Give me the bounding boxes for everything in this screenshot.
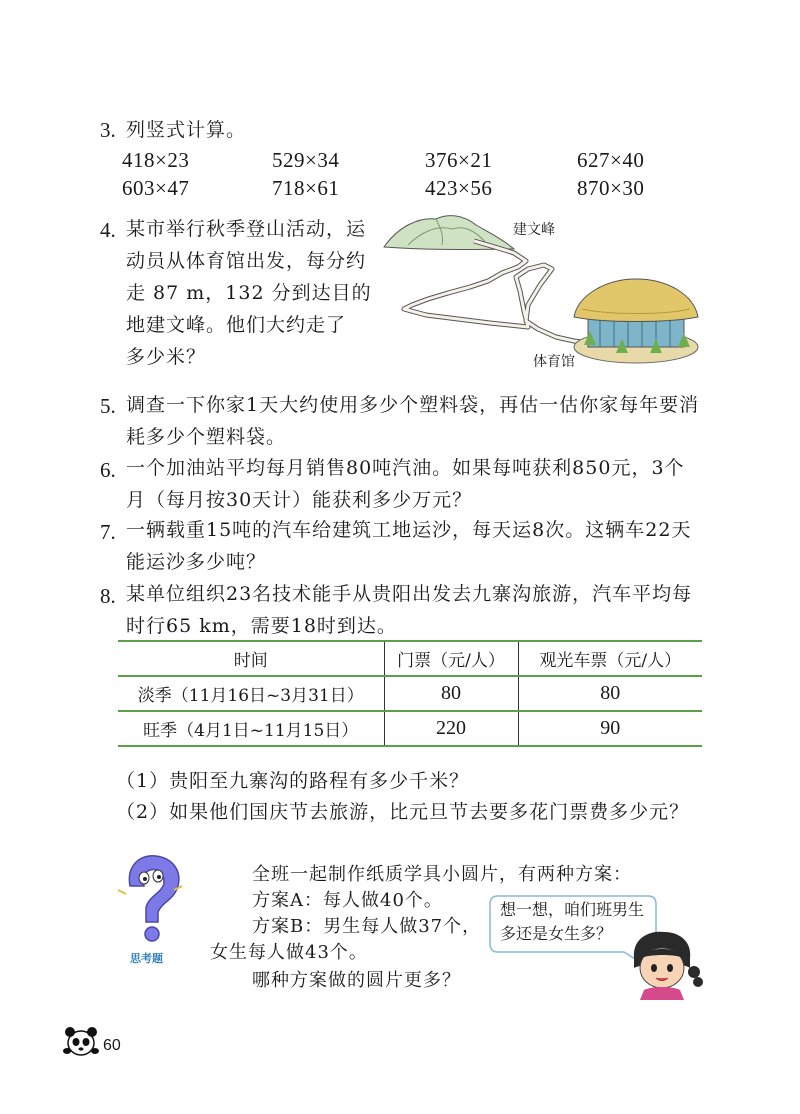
q4-line: 地建文峰。他们大约走了: [126, 314, 347, 336]
think-line: 女生每人做43个。: [210, 942, 368, 963]
q4-line: 走 87 m，132 分到达目的: [126, 282, 372, 304]
page-number: 60: [103, 1037, 121, 1054]
peak-label: 建文峰: [513, 222, 555, 238]
think-line: 方案B：男生每人做37个，: [252, 916, 482, 937]
q7-text: [126, 514, 691, 578]
q3-calc: 418×23: [122, 148, 190, 172]
q5-line: 调查一下你家1天大约使用多少个塑料袋，再估一估你家每年要消: [126, 394, 700, 416]
q3-calc: 376×21: [425, 148, 493, 172]
q3-calc: 870×30: [577, 176, 645, 200]
q6-number: 6.: [100, 458, 116, 482]
q4-text: [126, 213, 372, 373]
q6-text: [126, 452, 685, 516]
ticket-price-table: [118, 640, 702, 747]
q5-text: [126, 389, 699, 453]
stadium-label: 体育馆: [533, 354, 575, 370]
q7-line: 能运沙多少吨？: [126, 551, 267, 573]
q3-calc: 718×61: [272, 176, 340, 200]
table-header-cell: 观光车票（元/人）: [518, 641, 702, 676]
q3-calc: 423×56: [425, 176, 493, 200]
table-row: [118, 711, 702, 746]
q8-subquestion-1: （1）贵阳至九寨沟的路程有多少千米？: [116, 770, 470, 792]
q4-line: 多少米？: [126, 346, 207, 368]
table-cell: 80: [518, 676, 702, 711]
q3-calc: 529×34: [272, 148, 340, 172]
q6-line: 月（每月按30天计）能获利多少万元？: [126, 489, 473, 511]
q4-line: 动员从体育馆出发，每分约: [126, 250, 367, 272]
q8-line: 时行65 km，需要18时到达。: [126, 615, 397, 637]
table-cell: 80: [384, 676, 518, 711]
think-line: 方案A：每人做40个。: [252, 890, 443, 911]
q8-number: 8.: [100, 584, 116, 608]
q5-line: 耗多少个塑料袋。: [126, 426, 287, 448]
panda-icon: [62, 1024, 100, 1058]
q4-line: 某市举行秋季登山活动，运: [126, 218, 367, 240]
table-cell: 220: [384, 711, 518, 746]
table-header-cell: 门票（元/人）: [384, 641, 518, 676]
think-badge: 思考题: [130, 952, 163, 965]
q8-subquestion-2: （2）如果他们国庆节去旅游，比元旦节去要多花门票费多少元？: [116, 801, 690, 823]
table-cell: 90: [518, 711, 702, 746]
q3-calc: 603×47: [122, 176, 190, 200]
q6-line: 一个加油站平均每月销售80吨汽油。如果每吨获利850元，3个: [126, 457, 685, 479]
question-mark-mascot-icon: [112, 850, 192, 950]
q3-number: 3.: [100, 118, 116, 142]
q8-line: 某单位组织23名技术能手从贵阳出发去九寨沟旅游，汽车平均每: [126, 583, 693, 605]
table-header-row: [118, 641, 702, 676]
table-cell: 旺季（4月1日~11月15日）: [118, 711, 384, 746]
table-cell: 淡季（11月16日~3月31日）: [118, 676, 384, 711]
think-line: 全班一起制作纸质学具小圆片，有两种方案：: [252, 864, 632, 885]
q5-number: 5.: [100, 394, 116, 418]
q3-title: 列竖式计算。: [126, 119, 247, 141]
q7-line: 一辆载重15吨的汽车给建筑工地运沙，每天运8次。这辆车22天: [126, 519, 692, 541]
bubble-line: 想一想，咱们班男生: [500, 900, 645, 919]
q3-calc: 627×40: [577, 148, 645, 172]
q7-number: 7.: [100, 520, 116, 544]
think-line: 哪种方案做的圆片更多？: [252, 970, 461, 991]
q4-number: 4.: [100, 218, 116, 242]
table-header-cell: 时间: [118, 641, 384, 676]
bubble-line: 多还是女生多？: [500, 924, 613, 943]
girl-character-icon: [622, 928, 704, 1000]
table-row: [118, 676, 702, 711]
q8-text: [126, 578, 692, 642]
